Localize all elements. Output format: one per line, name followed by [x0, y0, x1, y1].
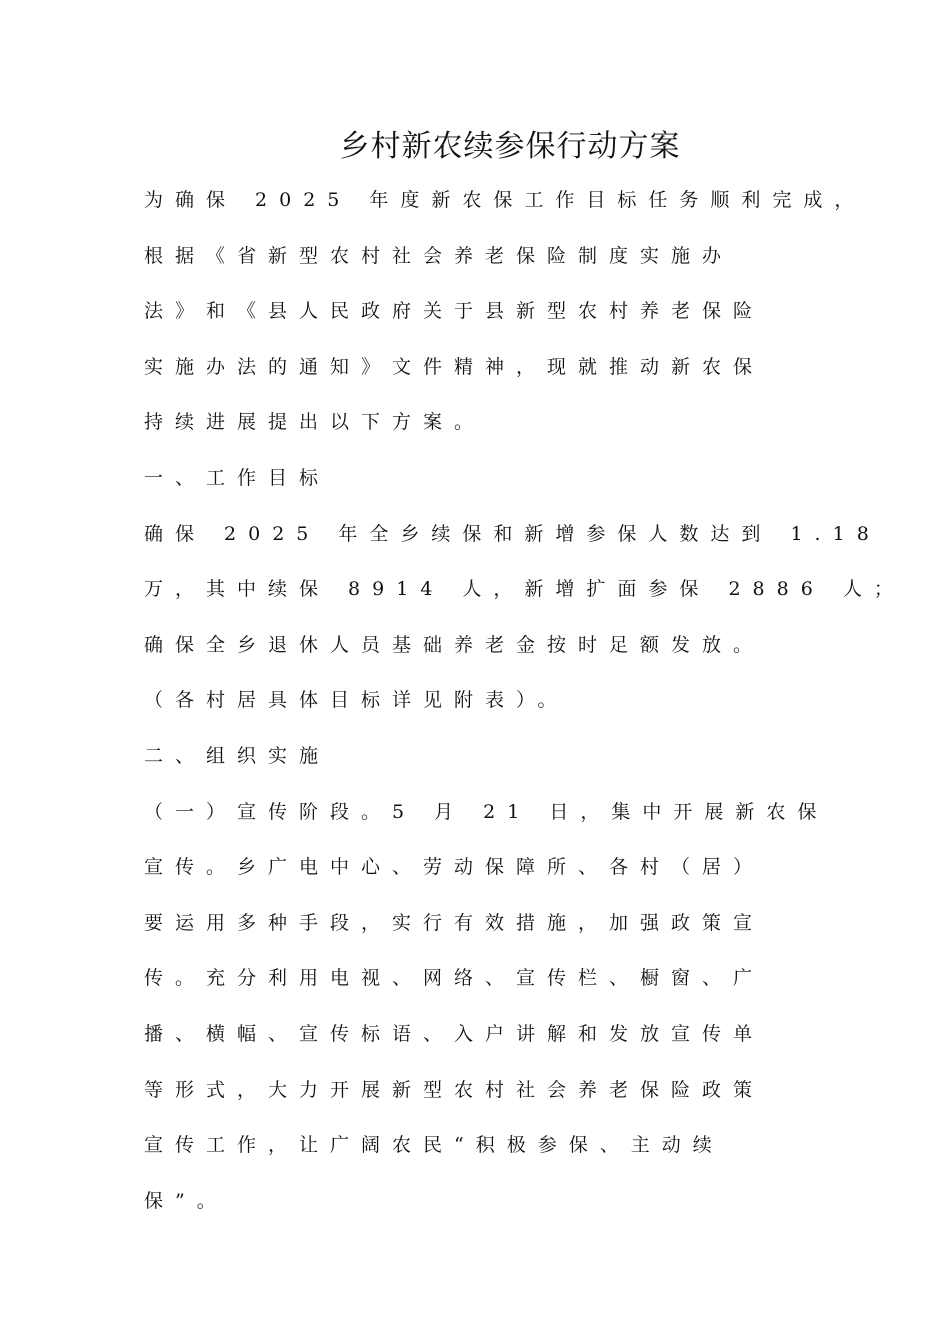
body-line: 宣传工作，让广阔农民“积极参保、主动续	[144, 1134, 724, 1157]
body-line: 实施办法的通知》文件精神，现就推动新农保	[144, 355, 765, 378]
body-line: 保”。	[144, 1189, 228, 1212]
body-line: 万，其中续保 8914 人，新增扩面参保 2886 人；	[144, 578, 905, 601]
body-line: 确保全乡退休人员基础养老金按时足额发放。	[144, 633, 765, 656]
body-line: 确保 2025 年全乡续保和新增参保人数达到 1.18	[144, 522, 881, 545]
body-line: 为确保 2025 年度新农保工作目标任务顺利完成，	[144, 189, 866, 211]
section-heading: 一、工作目标	[144, 466, 331, 489]
body-line: 等形式，大力开展新型农村社会养老保险政策	[144, 1078, 765, 1101]
body-line: （各村居具体目标详见附表）。	[144, 689, 569, 712]
body-line: 法》和《县人民政府关于县新型农村养老保险	[144, 300, 765, 323]
document-body	[144, 180, 905, 1236]
body-line: 传。充分利用电视、网络、宣传栏、橱窗、广	[144, 967, 765, 990]
body-line: 根据《省新型农村社会养老保险制度实施办	[144, 244, 734, 267]
section-heading: 二、组织实施	[144, 744, 331, 767]
body-line: （一）宣传阶段。5 月 21 日，集中开展新农保	[144, 800, 829, 823]
body-line: 播、横幅、宣传标语、入户讲解和发放宣传单	[144, 1022, 765, 1045]
document-title: 乡村新农续参保行动方案	[339, 129, 681, 164]
body-line: 宣传。乡广电中心、劳动保障所、各村（居）	[144, 856, 765, 879]
body-line: 要运用多种手段，实行有效措施，加强政策宣	[144, 911, 765, 934]
body-line: 持续进展提出以下方案。	[144, 411, 486, 434]
